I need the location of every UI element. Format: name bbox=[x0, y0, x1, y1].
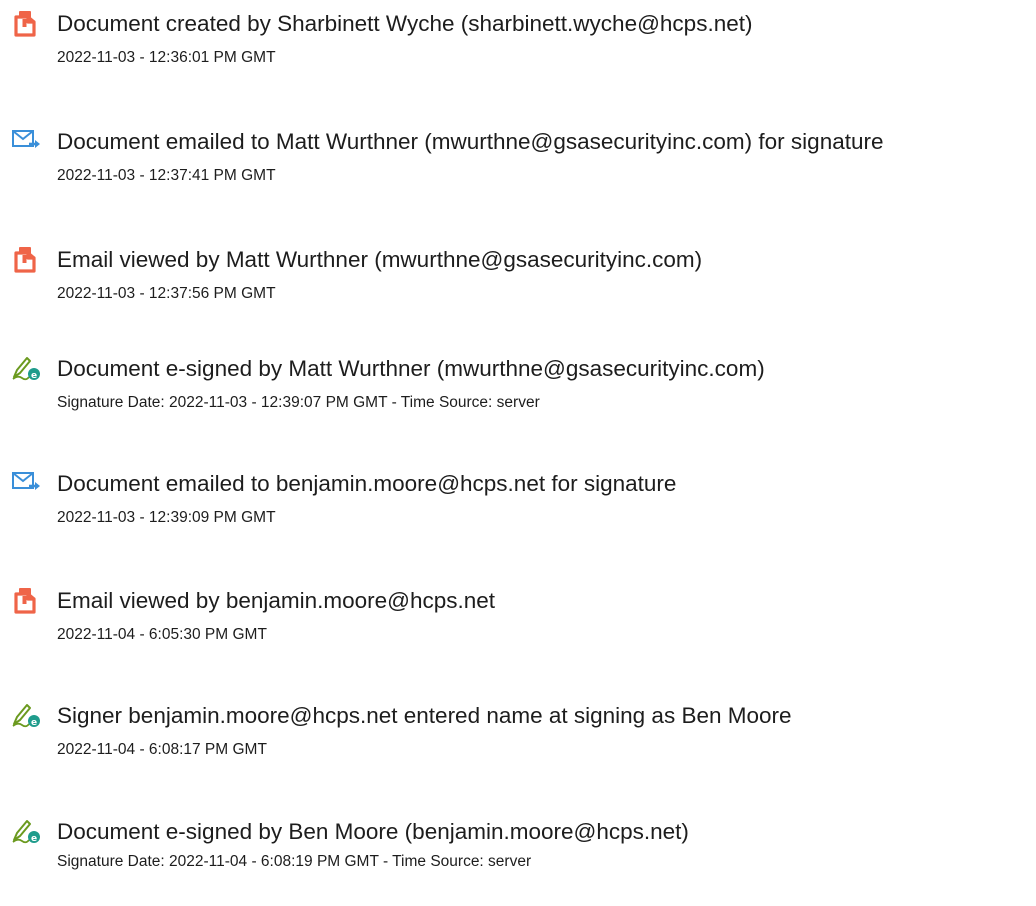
svg-text:e: e bbox=[30, 834, 38, 844]
e-sign-pen-icon bbox=[10, 353, 42, 383]
event-title: Email viewed by Matt Wurthner (mwurthne@gsasecurityinc.com) bbox=[57, 247, 703, 272]
event-signature-date: Signature Date: 2022-11-03 - 12:39:07 PM GMT - Time Source: server bbox=[57, 394, 540, 411]
event-timestamp: 2022-11-04 - 6:08:17 PM GMT bbox=[57, 741, 267, 758]
event-document-e-signed bbox=[0, 353, 1036, 443]
event-document-e-signed bbox=[0, 816, 1036, 906]
event-document-emailed bbox=[0, 126, 1036, 216]
event-title: Document e-signed by Ben Moore (benjamin.moore@hcps.net) bbox=[57, 819, 689, 844]
svg-text:e: e bbox=[30, 371, 38, 381]
event-timestamp: 2022-11-03 - 12:39:09 PM GMT bbox=[57, 509, 276, 526]
email-sent-icon bbox=[10, 468, 42, 498]
event-title: Signer benjamin.moore@hcps.net entered name at signing as Ben Moore bbox=[57, 703, 792, 728]
event-document-emailed bbox=[0, 468, 1036, 558]
document-viewed-icon bbox=[10, 585, 42, 615]
event-title: Document created by Sharbinett Wyche (sharbinett.wyche@hcps.net) bbox=[57, 11, 753, 36]
event-timestamp: 2022-11-03 - 12:36:01 PM GMT bbox=[57, 49, 276, 66]
event-timestamp: 2022-11-04 - 6:05:30 PM GMT bbox=[57, 626, 267, 643]
e-sign-pen-icon bbox=[10, 816, 42, 846]
email-sent-icon bbox=[10, 126, 42, 156]
event-document-created bbox=[0, 8, 1036, 98]
event-title: Document e-signed by Matt Wurthner (mwurthne@gsasecurityinc.com) bbox=[57, 356, 765, 381]
event-title: Document emailed to benjamin.moore@hcps.net for signature bbox=[57, 471, 677, 496]
event-email-viewed bbox=[0, 244, 1036, 334]
event-timestamp: 2022-11-03 - 12:37:41 PM GMT bbox=[57, 167, 276, 184]
event-signer-name-entered bbox=[0, 700, 1036, 790]
event-title: Document emailed to Matt Wurthner (mwurthne@gsasecurityinc.com) for signature bbox=[57, 129, 884, 154]
document-viewed-icon bbox=[10, 244, 42, 274]
event-title: Email viewed by benjamin.moore@hcps.net bbox=[57, 588, 496, 613]
e-sign-pen-icon bbox=[10, 700, 42, 730]
event-signature-date: Signature Date: 2022-11-04 - 6:08:19 PM GMT - Time Source: server bbox=[57, 853, 532, 870]
event-email-viewed bbox=[0, 585, 1036, 675]
event-timestamp: 2022-11-03 - 12:37:56 PM GMT bbox=[57, 285, 276, 302]
document-created-icon bbox=[10, 8, 42, 38]
svg-text:e: e bbox=[30, 718, 38, 728]
